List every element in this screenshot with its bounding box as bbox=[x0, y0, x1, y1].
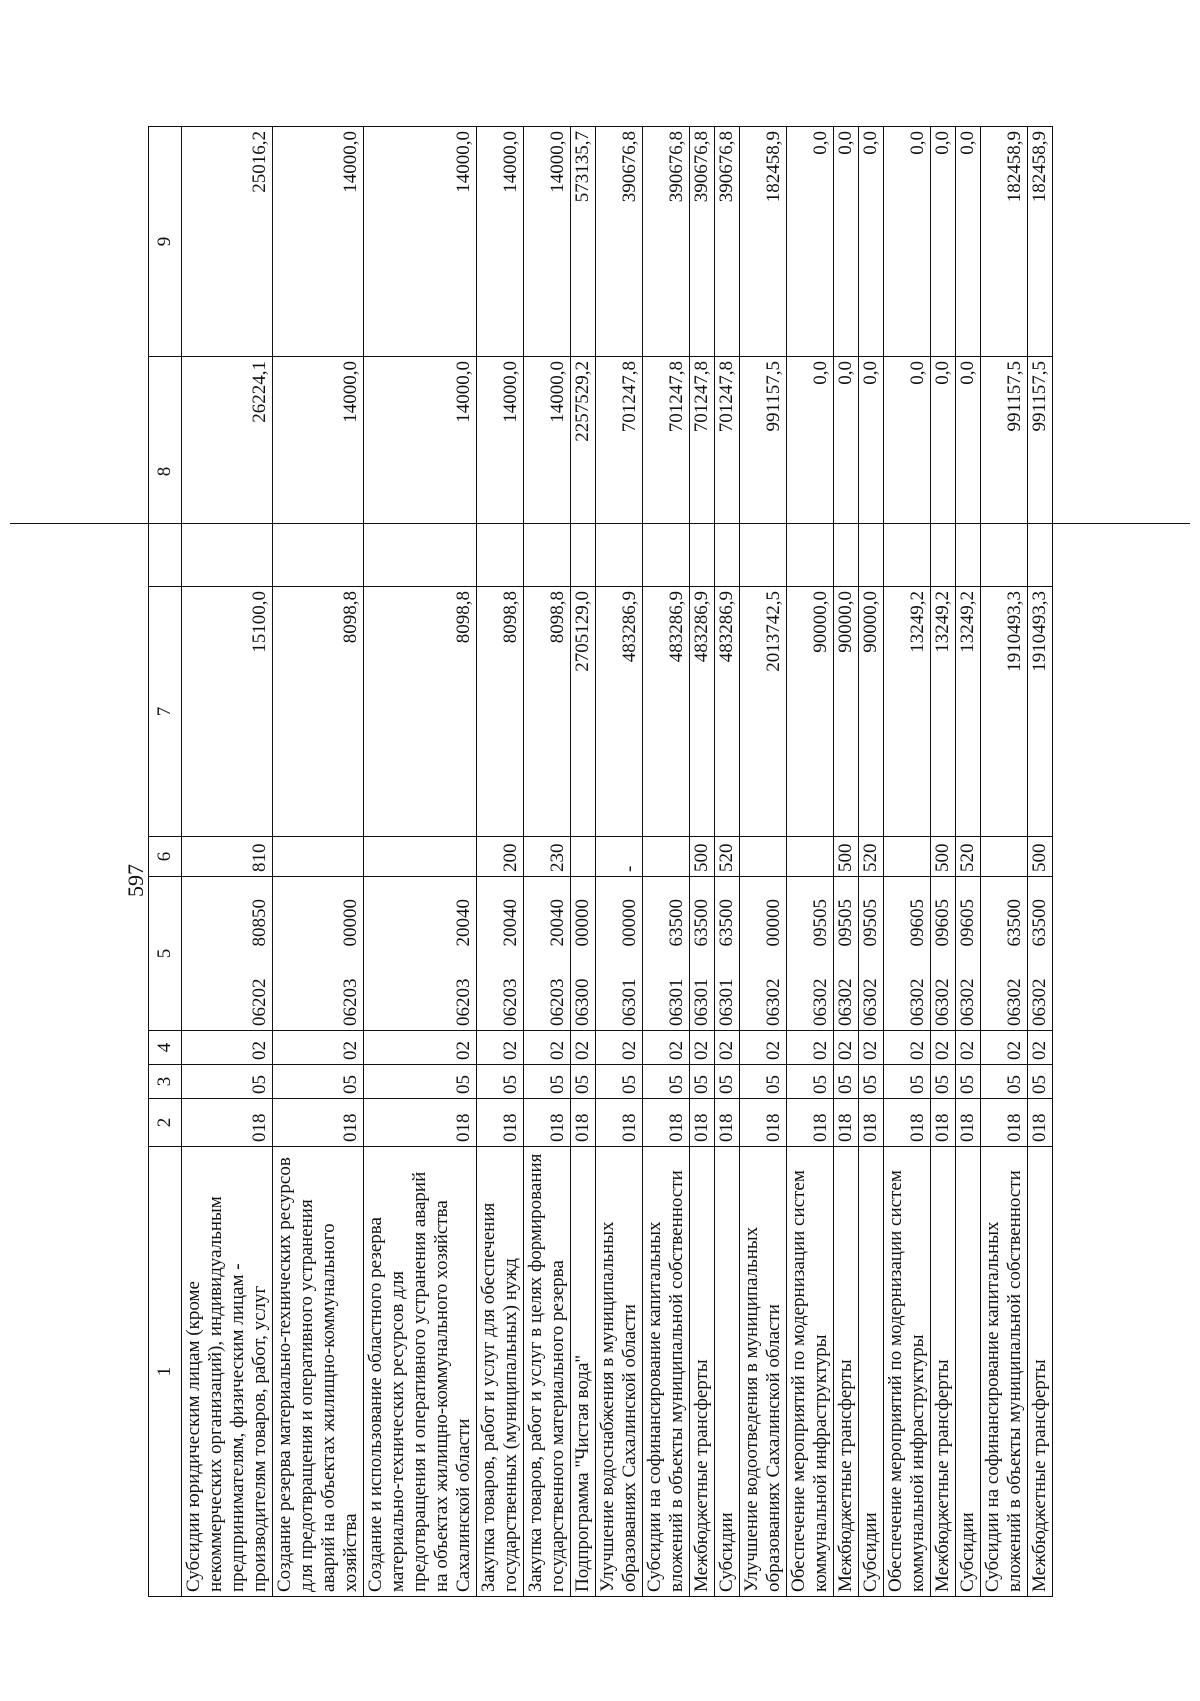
cell-section: 05 bbox=[477, 1065, 524, 1099]
cell-amount-9: 0,0 bbox=[787, 127, 834, 357]
rotated-sheet bbox=[120, 127, 1120, 1597]
cell-program-code: 06202 bbox=[182, 969, 273, 1031]
row-name: Создание резерва материально-технических ресурсов для предотвращения и оперативного устранения аварий на объектах жилищно-коммунального хозяйства bbox=[273, 1147, 364, 1597]
cell-amount-9: 0,0 bbox=[931, 127, 956, 357]
cell-expense-type bbox=[273, 837, 364, 877]
cell-amount-7: 2013742,5 bbox=[740, 587, 787, 837]
cell-amount-7: 15100,0 bbox=[182, 587, 273, 837]
cell-program-code: 06302 bbox=[884, 969, 931, 1031]
cell-direction-code: 20040 bbox=[364, 877, 477, 969]
cell-section: 05 bbox=[859, 1065, 884, 1099]
cell-subsection: 02 bbox=[884, 1031, 931, 1065]
cell-chapter: 018 bbox=[596, 1099, 643, 1147]
row-name: Обеспечение мероприятий по модернизации систем коммунальной инфраструктуры bbox=[787, 1147, 834, 1597]
cell-amount-9: 0,0 bbox=[859, 127, 884, 357]
cell-section: 05 bbox=[596, 1065, 643, 1099]
cell-direction-code: 09505 bbox=[787, 877, 834, 969]
cell-expense-type: 230 bbox=[524, 837, 571, 877]
budget-table bbox=[148, 126, 1053, 1597]
header-row bbox=[149, 127, 182, 1597]
cell-direction-code: 09605 bbox=[884, 877, 931, 969]
cell-section: 05 bbox=[981, 1065, 1028, 1099]
cell-chapter: 018 bbox=[571, 1099, 596, 1147]
cell-amount-8: 701247,8 bbox=[690, 357, 715, 587]
column-header: 7 bbox=[149, 587, 182, 837]
cell-expense-type bbox=[981, 837, 1028, 877]
cell-chapter: 018 bbox=[740, 1099, 787, 1147]
cell-program-code: 06301 bbox=[596, 969, 643, 1031]
cell-amount-7: 8098,8 bbox=[273, 587, 364, 837]
row-name: Улучшение водоснабжения в муниципальных образованиях Сахалинской области bbox=[596, 1147, 643, 1597]
cell-chapter: 018 bbox=[182, 1099, 273, 1147]
row-name: Закупка товаров, работ и услуг в целях формирования государственного материального резерва bbox=[524, 1147, 571, 1597]
table-row bbox=[740, 127, 787, 1597]
row-name: Субсидии юридическим лицам (кроме некоммерческих организаций), индивидуальным предпринимателям, физическим лицам - производителям товаров, работ, услуг bbox=[182, 1147, 273, 1597]
cell-amount-9: 390676,8 bbox=[596, 127, 643, 357]
cell-amount-8: 0,0 bbox=[834, 357, 859, 587]
cell-amount-9: 25016,2 bbox=[182, 127, 273, 357]
cell-amount-8: 0,0 bbox=[956, 357, 981, 587]
cell-amount-9: 390676,8 bbox=[690, 127, 715, 357]
cell-direction-code: 63500 bbox=[715, 877, 740, 969]
cell-section: 05 bbox=[1028, 1065, 1053, 1099]
cell-program-code: 06302 bbox=[1028, 969, 1053, 1031]
cell-program-code: 06302 bbox=[834, 969, 859, 1031]
cell-subsection: 02 bbox=[364, 1031, 477, 1065]
cell-amount-8: 14000,0 bbox=[273, 357, 364, 587]
cell-direction-code: 63500 bbox=[981, 877, 1028, 969]
cell-chapter: 018 bbox=[477, 1099, 524, 1147]
cell-subsection: 02 bbox=[524, 1031, 571, 1065]
cell-subsection: 02 bbox=[834, 1031, 859, 1065]
row-name: Создание и использование областного резерва материально-технических ресурсов для предотвращения и оперативного устранения аварий на объектах жилищно-коммунального хозяйства Сахалинской области bbox=[364, 1147, 477, 1597]
cell-amount-9: 182458,9 bbox=[981, 127, 1028, 357]
cell-expense-type: 810 bbox=[182, 837, 273, 877]
table-row bbox=[364, 127, 477, 1597]
cell-expense-type bbox=[740, 837, 787, 877]
cell-chapter: 018 bbox=[859, 1099, 884, 1147]
cell-expense-type: 520 bbox=[956, 837, 981, 877]
cell-subsection: 02 bbox=[715, 1031, 740, 1065]
cell-amount-9: 14000,0 bbox=[364, 127, 477, 357]
cell-direction-code: 09505 bbox=[859, 877, 884, 969]
table-row bbox=[715, 127, 740, 1597]
cell-subsection: 02 bbox=[596, 1031, 643, 1065]
row-name: Межбюджетные трансферты bbox=[1028, 1147, 1053, 1597]
cell-subsection: 02 bbox=[859, 1031, 884, 1065]
table-row bbox=[571, 127, 596, 1597]
cell-amount-9: 14000,0 bbox=[273, 127, 364, 357]
cell-expense-type: 200 bbox=[477, 837, 524, 877]
cell-subsection: 02 bbox=[1028, 1031, 1053, 1065]
cell-expense-type bbox=[787, 837, 834, 877]
cell-amount-7: 483286,9 bbox=[643, 587, 690, 837]
table-row bbox=[690, 127, 715, 1597]
cell-expense-type: - bbox=[596, 837, 643, 877]
row-name: Субсидии на софинансирование капитальных вложений в объекты муниципальной собственности bbox=[981, 1147, 1028, 1597]
cell-section: 05 bbox=[690, 1065, 715, 1099]
cell-program-code: 06203 bbox=[477, 969, 524, 1031]
row-name: Субсидии bbox=[715, 1147, 740, 1597]
table-row bbox=[859, 127, 884, 1597]
cell-program-code: 06302 bbox=[931, 969, 956, 1031]
cell-expense-type bbox=[364, 837, 477, 877]
table-row bbox=[834, 127, 859, 1597]
cell-subsection: 02 bbox=[690, 1031, 715, 1065]
cell-amount-7: 8098,8 bbox=[524, 587, 571, 837]
column-header: 6 bbox=[149, 837, 182, 877]
column-header: 4 bbox=[149, 1031, 182, 1065]
cell-amount-7: 90000,0 bbox=[787, 587, 834, 837]
cell-section: 05 bbox=[884, 1065, 931, 1099]
cell-direction-code: 20040 bbox=[477, 877, 524, 969]
cell-subsection: 02 bbox=[931, 1031, 956, 1065]
row-name: Межбюджетные трансферты bbox=[931, 1147, 956, 1597]
cell-amount-7: 8098,8 bbox=[477, 587, 524, 837]
cell-amount-7: 483286,9 bbox=[596, 587, 643, 837]
cell-direction-code: 09605 bbox=[931, 877, 956, 969]
table-row bbox=[884, 127, 931, 1597]
cell-amount-7: 8098,8 bbox=[364, 587, 477, 837]
cell-amount-9: 390676,8 bbox=[715, 127, 740, 357]
cell-chapter: 018 bbox=[931, 1099, 956, 1147]
cell-amount-9: 0,0 bbox=[956, 127, 981, 357]
cell-section: 05 bbox=[364, 1065, 477, 1099]
page-number: 597 bbox=[123, 864, 148, 897]
table-row bbox=[956, 127, 981, 1597]
cell-subsection: 02 bbox=[477, 1031, 524, 1065]
cell-expense-type: 500 bbox=[931, 837, 956, 877]
cell-expense-type: 500 bbox=[690, 837, 715, 877]
cell-amount-8: 0,0 bbox=[859, 357, 884, 587]
cell-subsection: 02 bbox=[956, 1031, 981, 1065]
cell-chapter: 018 bbox=[1028, 1099, 1053, 1147]
cell-direction-code: 00000 bbox=[740, 877, 787, 969]
cell-amount-8: 2257529,2 bbox=[571, 357, 596, 587]
cell-amount-9: 573135,7 bbox=[571, 127, 596, 357]
cell-amount-8: 0,0 bbox=[931, 357, 956, 587]
cell-section: 05 bbox=[524, 1065, 571, 1099]
cell-amount-8: 991157,5 bbox=[981, 357, 1028, 587]
cell-program-code: 06301 bbox=[690, 969, 715, 1031]
cell-section: 05 bbox=[834, 1065, 859, 1099]
cell-program-code: 06203 bbox=[364, 969, 477, 1031]
cell-section: 05 bbox=[931, 1065, 956, 1099]
table-body bbox=[182, 127, 1053, 1597]
cell-amount-7: 90000,0 bbox=[834, 587, 859, 837]
row-name: Обеспечение мероприятий по модернизации систем коммунальной инфраструктуры bbox=[884, 1147, 931, 1597]
cell-subsection: 02 bbox=[787, 1031, 834, 1065]
cell-program-code: 06302 bbox=[859, 969, 884, 1031]
cell-chapter: 018 bbox=[981, 1099, 1028, 1147]
table-row bbox=[596, 127, 643, 1597]
cell-expense-type: 500 bbox=[834, 837, 859, 877]
cell-direction-code: 63500 bbox=[1028, 877, 1053, 969]
table-row bbox=[931, 127, 956, 1597]
cell-direction-code: 00000 bbox=[571, 877, 596, 969]
cell-amount-7: 1910493,3 bbox=[981, 587, 1028, 837]
cell-chapter: 018 bbox=[715, 1099, 740, 1147]
table-row bbox=[787, 127, 834, 1597]
cell-amount-8: 701247,8 bbox=[596, 357, 643, 587]
cell-subsection: 02 bbox=[571, 1031, 596, 1065]
cell-direction-code: 09605 bbox=[956, 877, 981, 969]
row-name: Закупка товаров, работ и услуг для обеспечения государственных (муниципальных) нужд bbox=[477, 1147, 524, 1597]
cell-amount-8: 701247,8 bbox=[643, 357, 690, 587]
cell-amount-8: 991157,5 bbox=[740, 357, 787, 587]
cell-chapter: 018 bbox=[787, 1099, 834, 1147]
cell-section: 05 bbox=[740, 1065, 787, 1099]
cell-program-code: 06301 bbox=[643, 969, 690, 1031]
cell-subsection: 02 bbox=[273, 1031, 364, 1065]
cell-amount-7: 13249,2 bbox=[956, 587, 981, 837]
row-name: Межбюджетные трансферты bbox=[834, 1147, 859, 1597]
cell-amount-8: 14000,0 bbox=[364, 357, 477, 587]
cell-expense-type: 520 bbox=[859, 837, 884, 877]
cell-direction-code: 80850 bbox=[182, 877, 273, 969]
cell-program-code: 06300 bbox=[571, 969, 596, 1031]
cell-expense-type bbox=[643, 837, 690, 877]
cell-chapter: 018 bbox=[273, 1099, 364, 1147]
cell-program-code: 06302 bbox=[981, 969, 1028, 1031]
cell-amount-9: 182458,9 bbox=[740, 127, 787, 357]
row-name: Улучшение водоотведения в муниципальных образованиях Сахалинской области bbox=[740, 1147, 787, 1597]
cell-amount-7: 483286,9 bbox=[690, 587, 715, 837]
cell-amount-7: 13249,2 bbox=[884, 587, 931, 837]
cell-chapter: 018 bbox=[884, 1099, 931, 1147]
cell-amount-7: 483286,9 bbox=[715, 587, 740, 837]
table-row bbox=[524, 127, 571, 1597]
column-header: 1 bbox=[149, 1147, 182, 1597]
cell-program-code: 06302 bbox=[740, 969, 787, 1031]
cell-amount-9: 0,0 bbox=[834, 127, 859, 357]
cell-amount-7: 90000,0 bbox=[859, 587, 884, 837]
cell-amount-9: 14000,0 bbox=[477, 127, 524, 357]
cell-section: 05 bbox=[956, 1065, 981, 1099]
cell-subsection: 02 bbox=[740, 1031, 787, 1065]
cell-amount-9: 0,0 bbox=[884, 127, 931, 357]
cell-section: 05 bbox=[715, 1065, 740, 1099]
cell-program-code: 06302 bbox=[956, 969, 981, 1031]
column-header: 5 bbox=[149, 877, 182, 1031]
row-name: Межбюджетные трансферты bbox=[690, 1147, 715, 1597]
cell-amount-7: 2705129,0 bbox=[571, 587, 596, 837]
row-name: Подпрограмма "Чистая вода" bbox=[571, 1147, 596, 1597]
cell-chapter: 018 bbox=[690, 1099, 715, 1147]
cell-amount-8: 701247,8 bbox=[715, 357, 740, 587]
cell-expense-type bbox=[571, 837, 596, 877]
cell-chapter: 018 bbox=[364, 1099, 477, 1147]
cell-direction-code: 63500 bbox=[643, 877, 690, 969]
table-row bbox=[182, 127, 273, 1597]
cell-section: 05 bbox=[273, 1065, 364, 1099]
table-row bbox=[981, 127, 1028, 1597]
cell-section: 05 bbox=[787, 1065, 834, 1099]
cell-direction-code: 00000 bbox=[273, 877, 364, 969]
cell-program-code: 06302 bbox=[787, 969, 834, 1031]
cell-program-code: 06203 bbox=[524, 969, 571, 1031]
cell-amount-7: 13249,2 bbox=[931, 587, 956, 837]
column-header: 8 bbox=[149, 357, 182, 587]
cell-subsection: 02 bbox=[643, 1031, 690, 1065]
row-name: Субсидии bbox=[859, 1147, 884, 1597]
column-header: 2 bbox=[149, 1099, 182, 1147]
column-header: 9 bbox=[149, 127, 182, 357]
row-name: Субсидии на софинансирование капитальных вложений в объекты муниципальной собственности bbox=[643, 1147, 690, 1597]
cell-amount-8: 0,0 bbox=[884, 357, 931, 587]
cell-expense-type bbox=[884, 837, 931, 877]
cell-amount-8: 14000,0 bbox=[477, 357, 524, 587]
cell-chapter: 018 bbox=[834, 1099, 859, 1147]
cell-amount-8: 991157,5 bbox=[1028, 357, 1053, 587]
cell-section: 05 bbox=[643, 1065, 690, 1099]
cell-direction-code: 00000 bbox=[596, 877, 643, 969]
cell-amount-9: 14000,0 bbox=[524, 127, 571, 357]
cell-expense-type: 500 bbox=[1028, 837, 1053, 877]
cell-chapter: 018 bbox=[643, 1099, 690, 1147]
cell-direction-code: 09505 bbox=[834, 877, 859, 969]
cell-amount-8: 14000,0 bbox=[524, 357, 571, 587]
cell-amount-8: 26224,1 bbox=[182, 357, 273, 587]
table-row bbox=[273, 127, 364, 1597]
cell-direction-code: 63500 bbox=[690, 877, 715, 969]
table-row bbox=[643, 127, 690, 1597]
cell-program-code: 06203 bbox=[273, 969, 364, 1031]
table-row bbox=[1028, 127, 1053, 1597]
cell-chapter: 018 bbox=[956, 1099, 981, 1147]
cell-direction-code: 20040 bbox=[524, 877, 571, 969]
cell-subsection: 02 bbox=[182, 1031, 273, 1065]
cell-chapter: 018 bbox=[524, 1099, 571, 1147]
cell-expense-type: 520 bbox=[715, 837, 740, 877]
cell-section: 05 bbox=[182, 1065, 273, 1099]
cell-amount-8: 0,0 bbox=[787, 357, 834, 587]
cell-amount-7: 1910493,3 bbox=[1028, 587, 1053, 837]
cell-subsection: 02 bbox=[981, 1031, 1028, 1065]
column-header: 3 bbox=[149, 1065, 182, 1099]
row-name: Субсидии bbox=[956, 1147, 981, 1597]
cell-amount-9: 390676,8 bbox=[643, 127, 690, 357]
cell-amount-9: 182458,9 bbox=[1028, 127, 1053, 357]
cell-program-code: 06301 bbox=[715, 969, 740, 1031]
table-row bbox=[477, 127, 524, 1597]
cell-section: 05 bbox=[571, 1065, 596, 1099]
